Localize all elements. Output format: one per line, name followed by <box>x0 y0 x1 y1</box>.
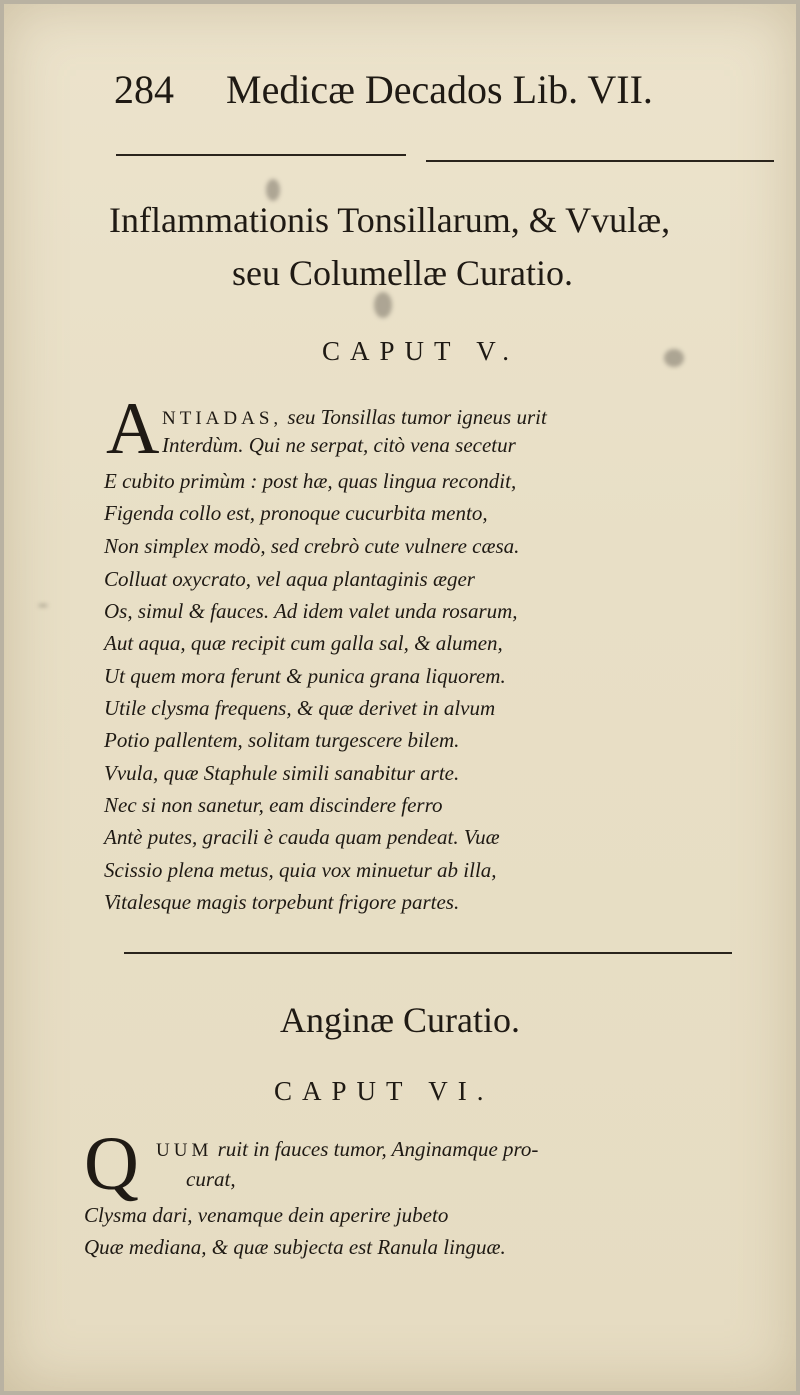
verse-line: Quæ mediana, & quæ subjecta est Ranula linguæ. <box>84 1235 506 1259</box>
drop-cap-a: A <box>106 388 160 470</box>
chapter-5-title-line-1: Inflammationis Tonsillarum, & Vvulæ, <box>109 200 671 240</box>
header-rule-right <box>426 160 774 162</box>
ink-stain <box>266 179 280 201</box>
verse-line: UUM ruit in fauces tumor, Anginamque pro- <box>156 1137 539 1161</box>
verse-line: NTIADAS, seu Tonsillas tumor igneus urit <box>162 405 547 429</box>
ink-stain <box>664 349 684 367</box>
ink-stain <box>374 292 392 318</box>
verse-line: Antè putes, gracili è cauda quam pendeat. Vuæ <box>104 825 500 849</box>
verse-line: curat, <box>186 1167 236 1191</box>
chapter-6-title: Anginæ Curatio. <box>280 1000 520 1040</box>
section-rule <box>124 952 732 954</box>
chapter-6-caput: CAPUT VI. <box>274 1076 494 1106</box>
verse-line: Nec si non sanetur, eam discindere ferro <box>104 793 443 817</box>
verse-line: Figenda collo est, pronoque cucurbita mento, <box>104 501 488 525</box>
header-rule-left <box>116 154 406 156</box>
small-caps-word: NTIADAS, <box>162 408 283 429</box>
verse-line: Os, simul & fauces. Ad idem valet unda rosarum, <box>104 599 518 623</box>
chapter-5-title-line-2: seu Columellæ Curatio. <box>232 253 573 293</box>
ink-mark <box>38 604 48 607</box>
verse-line: Clysma dari, venamque dein aperire jubeto <box>84 1203 449 1227</box>
verse-line: Utile clysma frequens, & quæ derivet in alvum <box>104 696 496 720</box>
verse-line: Colluat oxycrato, vel aqua plantaginis æger <box>104 567 475 591</box>
page-number: 284 <box>114 67 174 112</box>
small-caps-word: UUM <box>156 1140 213 1161</box>
verse-line: E cubito primùm : post hæ, quas lingua recondit, <box>104 469 517 493</box>
drop-cap-q: Q <box>84 1122 139 1206</box>
verse-line: Non simplex modò, sed crebrò cute vulnere cæsa. <box>104 534 520 558</box>
verse-line: Potio pallentem, solitam turgescere bilem. <box>104 728 460 752</box>
verse-line: Ut quem mora ferunt & punica grana liquorem. <box>104 664 506 688</box>
verse-line: Interdùm. Qui ne serpat, citò vena secetur <box>162 433 516 457</box>
verse-line: Scissio plena metus, quia vox minuetur ab illa, <box>104 858 497 882</box>
verse-line: Vitalesque magis torpebunt frigore partes. <box>104 890 460 914</box>
running-title: Medicæ Decados Lib. VII. <box>226 67 653 112</box>
verse-line: Aut aqua, quæ recipit cum galla sal, & alumen, <box>104 631 503 655</box>
chapter-5-caput: CAPUT V. <box>322 336 520 366</box>
book-page <box>4 4 796 1391</box>
verse-line: Vvula, quæ Staphule simili sanabitur arte. <box>104 761 460 785</box>
